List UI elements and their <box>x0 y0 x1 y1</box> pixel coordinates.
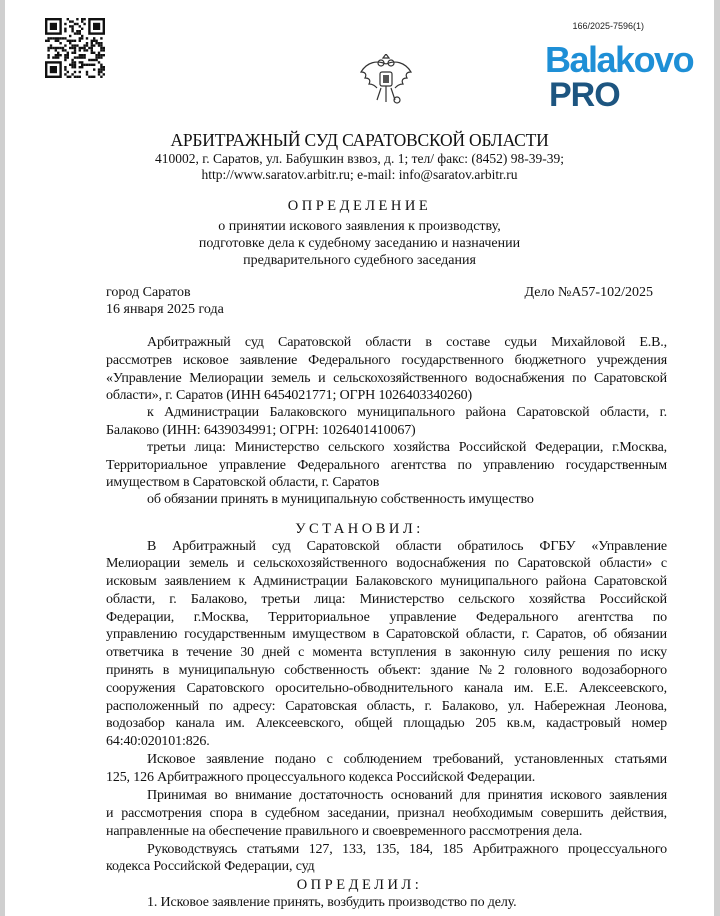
text-line: Федерации, г.Москва, Территориальное управление Федерального агентства по <box>106 610 667 625</box>
text-line: третьи лица: Министерство сельского хозяйства Российской Федерации, г.Москва, <box>147 440 667 455</box>
text-line: области», г. Саратов (ИНН 6454021771; ОГРН 1026403340260) <box>106 388 473 403</box>
text-line: Мелиорации земель и сельскохозяйственного водоснабжения по Саратовской области» с <box>106 556 667 571</box>
text-line: области, г. Балаково, третьи лица: Министерство сельского хозяйства Российской <box>106 592 667 607</box>
document-title: ОПРЕДЕЛЕНИЕ <box>287 198 432 214</box>
watermark-text: Balakovo <box>545 39 694 80</box>
city: город Саратов <box>106 285 191 300</box>
qr-code-icon <box>45 18 105 78</box>
established-heading: УСТАНОВИЛ: <box>295 521 424 537</box>
decided-heading: ОПРЕДЕЛИЛ: <box>296 877 423 893</box>
text-line: Балаково (ИНН: 6439034991; ОГРН: 1026401410067) <box>106 423 416 438</box>
subtitle-line: подготовке дела к судебному заседанию и назначении <box>198 236 521 251</box>
text-line: сооружения Саратовского оросительно-обводнительного канала им. Е.Е. Алексеевского, <box>106 681 667 696</box>
text-line: Территориальное управление Федерального агентства по управлению государственным <box>106 458 667 473</box>
text-line: рассмотрев исковое заявление Федерального государственного бюджетного учреждения <box>106 353 667 368</box>
text-line: Руководствуясь статьями 127, 133, 135, 184, 185 Арбитражного процессуального <box>147 842 667 857</box>
text-line: направленные на обеспечение правильного и своевременного рассмотрения дела. <box>106 824 583 839</box>
text-line: и рассмотрения спора в судебном заседании, признал необходимым совершить действия, <box>106 806 667 821</box>
document-number: 166/2025-7596(1) <box>572 21 644 31</box>
text-line: исковым заявлением к Администрации Балаковского муниципального района Саратовской <box>106 574 667 589</box>
text-line: Арбитражный суд Саратовской области в составе судьи Михайловой Е.В., <box>147 335 667 350</box>
document-page <box>5 0 714 916</box>
text-line: к Администрации Балаковского муниципального района Саратовской области, г. <box>147 405 667 420</box>
text-line: расположенный по адресу: Саратовская область, г. Балаково, ул. Набережная Леонова, <box>106 699 667 714</box>
decision-item: 1. Исковое заявление принять, возбудить производство по делу. <box>147 895 517 910</box>
date: 16 января 2025 года <box>106 302 224 317</box>
subtitle-line: предварительного судебного заседания <box>243 253 476 268</box>
text-line: кодекса Российской Федерации, суд <box>106 859 315 874</box>
text-line: Принимая во внимание достаточность оснований для принятия искового заявления <box>147 788 667 803</box>
coat-of-arms-icon <box>355 54 417 108</box>
watermark-logo <box>545 39 694 114</box>
text-line: «Управление Мелиорации земель и сельскохозяйственного водоснабжения по Саратовской <box>106 371 667 386</box>
watermark-text: PRO <box>549 76 620 114</box>
court-name: АРБИТРАЖНЫЙ СУД САРАТОВСКОЙ ОБЛАСТИ <box>170 130 549 150</box>
case-number: Дело №А57-102/2025 <box>524 285 653 300</box>
text-line: принять в муниципальную собственность объект: здание №2 головного водозаборного <box>106 663 667 678</box>
text-line: 125, 126 Арбитражного процессуального кодекса Российской Федерации. <box>106 770 536 785</box>
court-contacts: http://www.saratov.arbitr.ru; e-mail: info@saratov.arbitr.ru <box>201 167 518 182</box>
text-line: управлению государственным имуществом в Саратовской области, г. Саратов, об обязании <box>106 627 667 642</box>
text-line: имуществом в Саратовской области, г. Саратов <box>106 475 380 490</box>
text-line: об обязании принять в муниципальную собственность имущество <box>147 492 534 507</box>
text-line: ответчика в течение 30 дней с момента вступления в законную силу решения по иску <box>106 645 667 660</box>
text-line: В Арбитражный суд Саратовской области обратилось ФГБУ «Управление <box>147 539 667 554</box>
text-line: водозабор канала им. Алексеевского, общей площадью 205 кв.м, кадастровый номер <box>106 716 667 731</box>
court-address: 410002, г. Саратов, ул. Бабушкин взвоз, д. 1; тел/ факс: (8452) 98-39-39; <box>154 151 565 166</box>
subtitle-line: о принятии искового заявления к производству, <box>218 219 501 234</box>
text-line: 64:40:020101:826. <box>106 734 210 749</box>
text-line: Исковое заявление подано с соблюдением требований, установленных статьями <box>147 752 667 767</box>
